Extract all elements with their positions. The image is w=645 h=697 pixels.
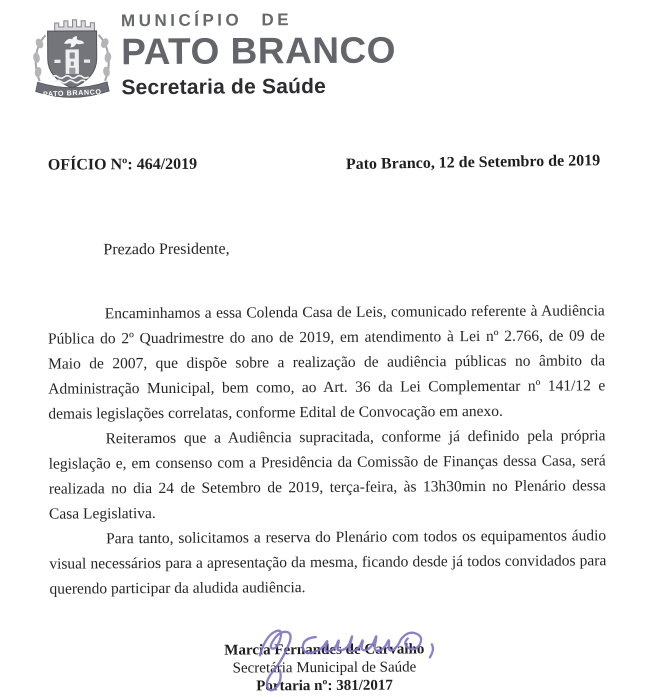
letterhead: [30, 3, 396, 107]
paragraph-2: Reiteramos que a Audiência supracitada, conforme já definido pela própria legislação e, em consenso com a Presidência da Comissão de Finanças dessa Casa, será realizada no dia 24 de Setembro de 2019, terça-feira, às 13h30min no Plenário dessa Casa Legislativa.: [48, 427, 606, 523]
coat-of-arms-icon: [30, 4, 115, 107]
department-name: Secretaria de Saúde: [121, 74, 327, 100]
signatory-name: Marcia Fernandes de Carvalho: [224, 641, 425, 659]
signatory-ordinance: Portaria nº: 381/2017: [256, 677, 393, 695]
oficio-number: OFÍCIO Nº: 464/2019: [47, 155, 198, 174]
handwritten-signature-icon: [232, 602, 447, 697]
crest-banner-text: PATO BRANCO: [42, 88, 102, 99]
date-line: Pato Branco, 12 de Setembro de 2019: [345, 152, 600, 174]
signatory-title: Secretária Municipal de Saúde: [232, 659, 417, 677]
salutation: Prezado Presidente,: [103, 240, 230, 259]
paragraph-1: Encaminhamos a essa Colenda Casa de Leis, comunicado referente à Audiência Pública do 2º Quadrimestre do ano de 2019, em atendimento à Lei nº 2.766, de 09 de Maio de 2007, que dispõe sobre a realização de audiência públicas no âmbito da Administração Municipal, bem como, ao Art. 36 da Lei Complementar nº 141/12 e demais legislações correlatas, conforme Edital de Convocação em anexo.: [47, 302, 606, 423]
letterhead-text: [121, 3, 396, 101]
municipality-line: MUNICÍPIO DE: [120, 10, 293, 31]
city-name: PATO BRANCO: [121, 29, 397, 73]
meta-row: [48, 153, 600, 174]
letter-body: [48, 298, 607, 601]
paragraph-3: Para tanto, solicitamos a reserva do Plenário com todos os equipamentos áudio visual necessários para a apresentação da mesma, ficando desde já todos convidados para querendo participar da aludida audiência.: [49, 527, 607, 598]
